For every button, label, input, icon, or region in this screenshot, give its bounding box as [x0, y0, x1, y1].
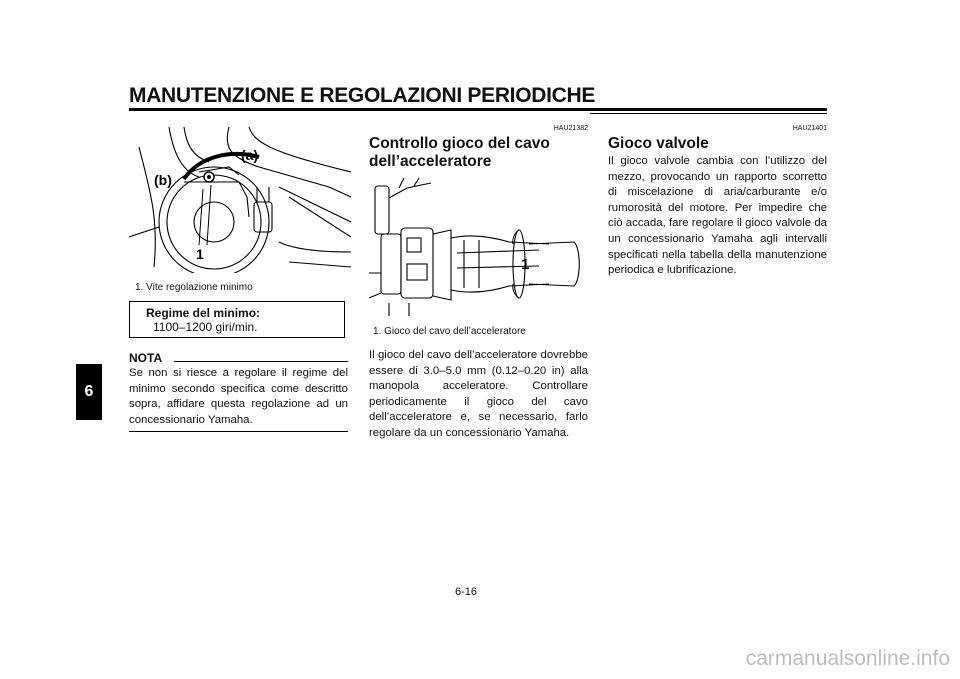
section-heading-line2: dell’acceleratore	[369, 153, 492, 170]
spec-box	[129, 301, 345, 338]
throttle-grip-illustration	[369, 178, 589, 316]
title-rule-thin	[590, 113, 827, 114]
chapter-tab: 6	[76, 364, 102, 420]
nota-rule	[174, 361, 348, 362]
page-title: MANUTENZIONE E REGOLAZIONI PERIODICHE	[129, 84, 596, 107]
valves-heading: Gioco valvole	[608, 135, 709, 152]
valves-body: Il gioco valvole cambia con l’utilizzo del mezzo, provocando un rapporto scorretto di miscelazione di aria/carburante e/o rumorosità del motore. Per impedire che ciò accada, fare regolare il gioco valvole da un concessionario Yamaha agli intervalli specificati nella tabella della manutenzione periodica e lubrificazione.	[608, 155, 827, 277]
throttle-body: Il gioco del cavo dell’acceleratore dovrebbe essere di 3.0–5.0 mm (0.12–0.20 in) alla manopola acceleratore. Controllare periodicamente il gioco del cavo dell’acceleratore e, se necessario, farlo regolare da un concessionario Yamaha.	[369, 349, 588, 439]
title-rule	[129, 108, 827, 111]
valves-code: HAU21401	[792, 125, 827, 132]
throttle-caption: 1. Gioco del cavo dell’acceleratore	[373, 326, 526, 337]
section-code: HAU21382	[553, 125, 588, 132]
watermark: carmanualsonline.info	[745, 647, 950, 670]
spec-label: Regime del minimo:	[146, 306, 261, 320]
spec-value: 1100–1200 giri/min.	[153, 320, 258, 334]
callout-b: (b)	[154, 172, 172, 188]
nota-heading: NOTA	[129, 351, 163, 365]
section-heading-line1: Controllo gioco del cavo	[369, 135, 550, 152]
nota-end-rule	[129, 431, 348, 432]
idle-screw-illustration	[129, 127, 351, 273]
throttle-callout-1: 1	[521, 256, 530, 273]
nota-text: Se non si riesce a regolare il regime del minimo secondo specifica come descritto sopra, affidare questa regolazione ad un concessionario Yamaha.	[129, 367, 348, 426]
callout-a: (a)	[241, 147, 259, 163]
page-number: 6-16	[455, 586, 478, 598]
figure1-caption: 1. Vite regolazione minimo	[135, 282, 253, 293]
callout-1: 1	[196, 246, 204, 262]
